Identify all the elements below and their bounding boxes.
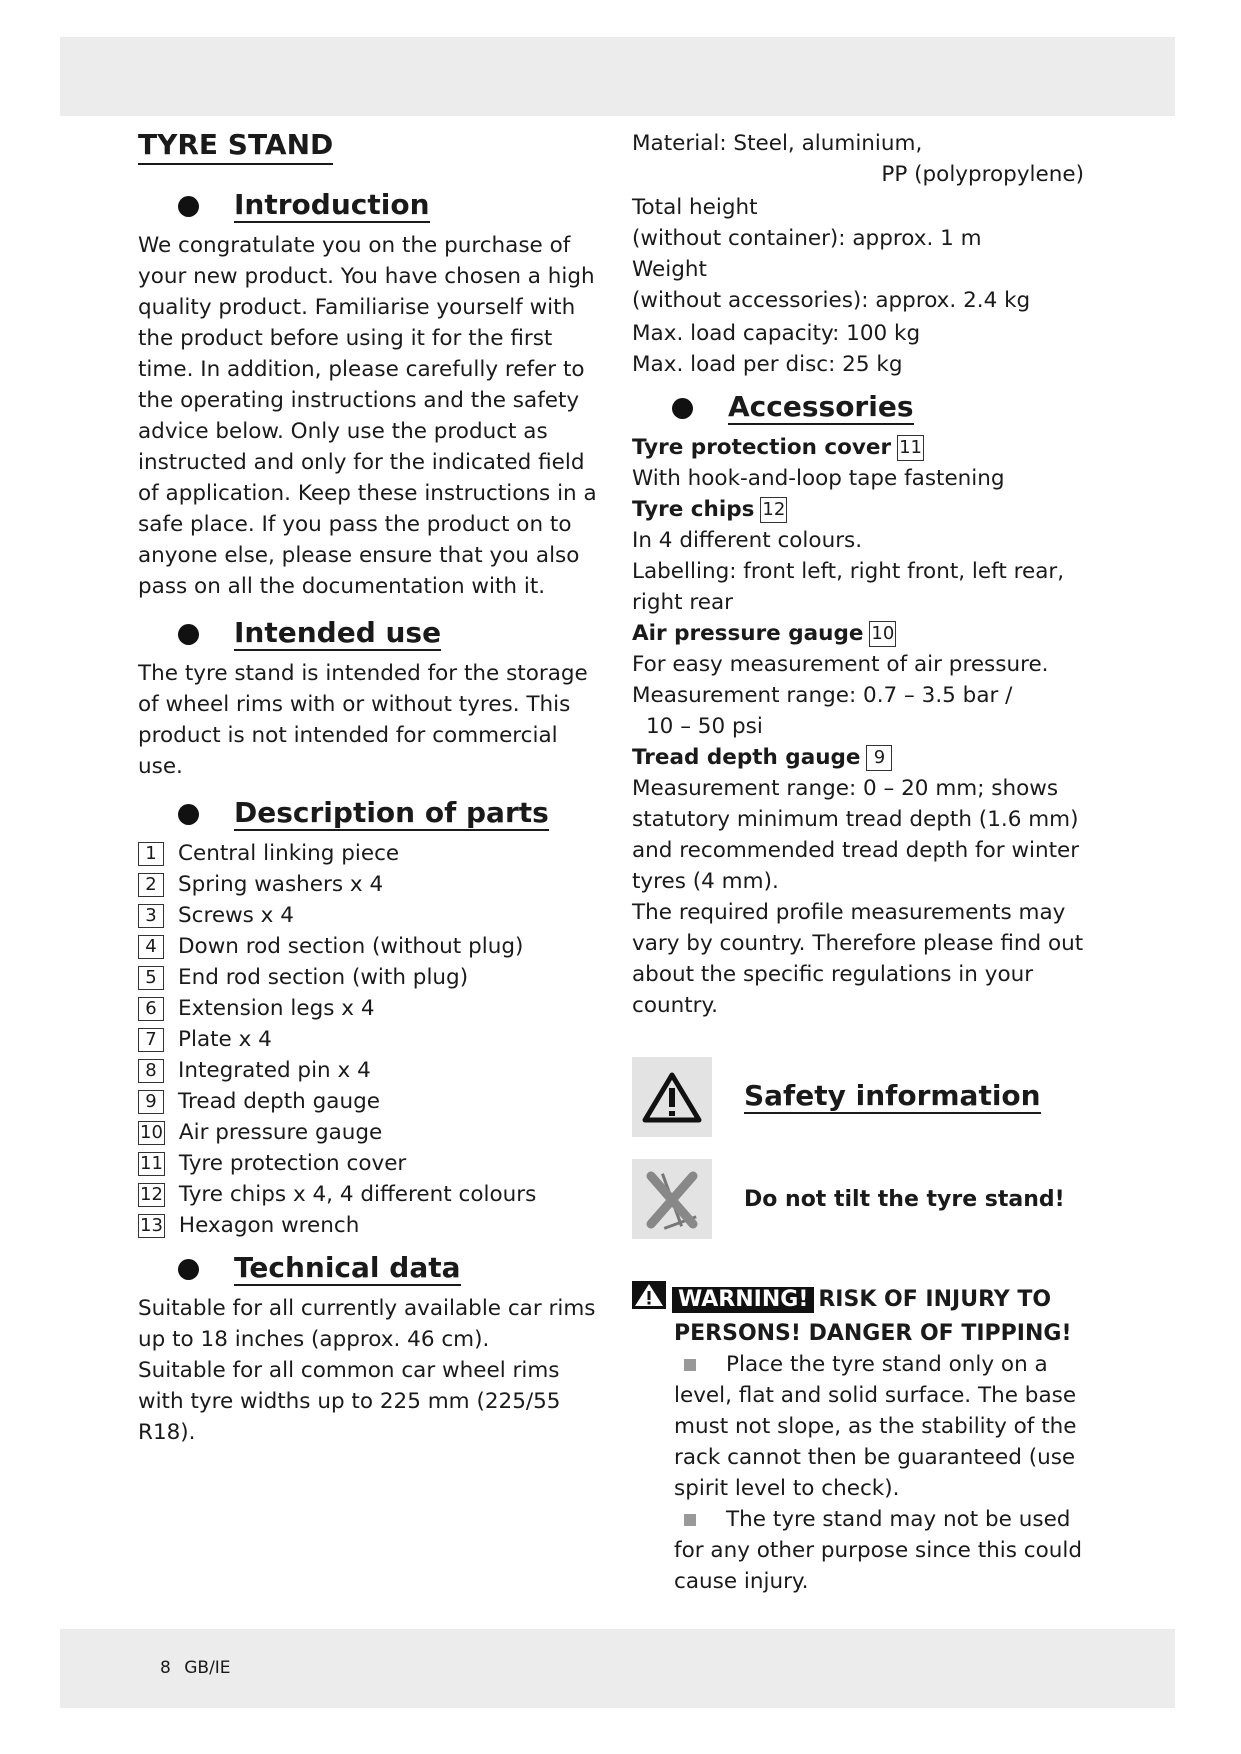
list-item [138,1024,608,1055]
list-item [138,1086,608,1117]
accessories-heading: Accessories [728,390,914,423]
chips-text-1: In 4 different colours. [632,528,863,553]
part-number: 2 [138,873,164,897]
no-tilt-row [632,1159,1102,1239]
part-label: Extension legs x 4 [178,996,375,1021]
warning-bullet-1 [674,1349,1102,1504]
accessory-chips [632,494,1102,525]
air-title: Air pressure gauge [632,621,864,646]
part-label: Spring washers x 4 [178,872,384,897]
parts-header [178,796,608,832]
no-tilt-text: Do not tilt the tyre stand! [744,1186,1065,1212]
air-ref: 10 [869,621,896,647]
page-footer [160,1658,239,1678]
tread-title: Tread depth gauge [632,745,861,770]
list-item [138,1148,608,1179]
part-number: 9 [138,1090,164,1114]
cover-ref: 11 [897,435,924,461]
tread-text-1: Measurement range: 0 – 20 mm; shows statutory minimum tread depth (1.6 mm) and recommended tread depth for winter tyres (4 mm). [632,776,1080,894]
technical-header [178,1251,608,1287]
intended-use-heading: Intended use [234,616,442,649]
tread-text-2: The required profile measurements may vary by country. Therefore please find out about the specific regulations in your country. [632,900,1084,1018]
language-code: GB/IE [184,1658,231,1678]
accessories-header [672,390,1102,426]
square-bullet-icon [684,1514,696,1526]
max-load: Max. load capacity: 100 kg [632,321,921,346]
part-label: Central linking piece [178,841,400,866]
air-text-1: For easy measurement of air pressure. [632,652,1049,677]
part-number: 8 [138,1059,164,1083]
part-label: Air pressure gauge [178,1120,383,1145]
list-item [138,869,608,900]
part-label: End rod section (with plug) [178,965,469,990]
part-label: Tyre protection cover [178,1151,407,1176]
square-bullet-icon [684,1359,696,1371]
safety-heading: Safety information [744,1079,1041,1112]
cover-text: With hook-and-loop tape fastening [632,466,1005,491]
part-number: 5 [138,966,164,990]
list-item [138,838,608,869]
accessory-tread [632,742,1102,773]
air-text-3: 10 – 50 psi [646,714,763,739]
technical-heading: Technical data [234,1251,461,1284]
safety-header [632,1057,1102,1137]
technical-rims-text: Suitable for all currently available car rims up to 18 inches (approx. 46 cm). [138,1296,596,1352]
part-number: 6 [138,997,164,1021]
height-value: (without container): approx. 1 m [632,226,982,251]
air-text-2: Measurement range: 0.7 – 3.5 bar / [632,683,1013,708]
warning-line-2: PERSONS! DANGER OF TIPPING! [674,1321,1072,1346]
part-number: 3 [138,904,164,928]
warning-bullet-2 [674,1504,1102,1597]
chips-text-2: Labelling: front left, right front, left rear, right rear [632,559,1065,615]
introduction-header [178,188,608,224]
intended-use-header [178,616,608,652]
part-number: 1 [138,842,164,866]
list-item [138,1210,608,1241]
bullet-icon [178,196,199,217]
no-tilt-icon [632,1159,712,1239]
part-label: Tyre chips x 4, 4 different colours [178,1182,537,1207]
bullet-icon [178,804,199,825]
max-load-disc: Max. load per disc: 25 kg [632,352,903,377]
header-band [60,37,1175,116]
warning-tag: WARNING! [672,1287,814,1313]
list-item [138,1117,608,1148]
weight-value: (without accessories): approx. 2.4 kg [632,288,1031,313]
bullet-2-text: The tyre stand may not be used for any other purpose since this could cause injury. [674,1507,1083,1594]
part-label: Plate x 4 [178,1027,272,1052]
cover-title: Tyre protection cover [632,435,892,460]
material-line: Material: Steel, aluminium, [632,131,923,156]
accessory-cover [632,432,1102,463]
part-label: Screws x 4 [178,903,294,928]
weight-label: Weight [632,257,707,282]
bullet-1-text: Place the tyre stand only on a level, flat and solid surface. The base must not slope, as the stability of the rack cannot then be guaranteed (use spirit level to check). [674,1352,1077,1501]
bullet-icon [178,624,199,645]
warning-body [632,1349,1102,1597]
list-item [138,900,608,931]
part-number: 11 [140,1152,163,1174]
chips-ref: 12 [760,497,787,523]
technical-widths-text: Suitable for all common car wheel rims with tyre widths up to 225 mm (225/55 R18). [138,1358,561,1445]
bullet-icon [672,398,693,419]
left-column [138,128,608,1448]
warning-icon [632,1281,666,1318]
page-number: 8 [160,1658,171,1678]
accessory-air [632,618,1102,649]
part-label: Hexagon wrench [178,1213,360,1238]
page-title: TYRE STAND [138,128,333,165]
warning-title-line [632,1281,1102,1318]
introduction-heading: Introduction [234,188,430,221]
part-label: Tread depth gauge [178,1089,380,1114]
part-number: 7 [138,1028,164,1052]
intended-use-text: The tyre stand is intended for the storage of wheel rims with or without tyres. This product is not intended for commercial use. [138,661,588,779]
part-number: 12 [140,1183,163,1205]
warning-line-1: RISK OF INJURY TO [818,1287,1052,1312]
warning-block [632,1281,1102,1349]
height-label: Total height [632,195,758,220]
right-column [632,128,1102,1597]
bullet-icon [178,1259,199,1280]
parts-heading: Description of parts [234,796,549,829]
part-number: 4 [138,935,164,959]
tread-ref: 9 [866,745,892,771]
list-item [138,1179,608,1210]
warning-triangle-icon [632,1057,712,1137]
list-item [138,962,608,993]
part-number: 10 [140,1121,163,1143]
part-number: 13 [140,1214,163,1236]
list-item [138,931,608,962]
material-line-2: PP (polypropylene) [881,162,1084,187]
part-label: Down rod section (without plug) [178,934,524,959]
chips-title: Tyre chips [632,497,755,522]
list-item [138,1055,608,1086]
parts-list [138,838,608,1241]
list-item [138,993,608,1024]
introduction-text: We congratulate you on the purchase of your new product. You have chosen a high quality product. Familiarise yourself with the product before using it for the first time. In addition, please carefully refer to the operating instructions and the safety advice below. Only use the product as instructed and only for the indicated field of application. Keep these instructions in a safe place. If you pass the product on to anyone else, please ensure that you also pass on all the documentation with it. [138,233,597,599]
part-label: Integrated pin x 4 [178,1058,371,1083]
